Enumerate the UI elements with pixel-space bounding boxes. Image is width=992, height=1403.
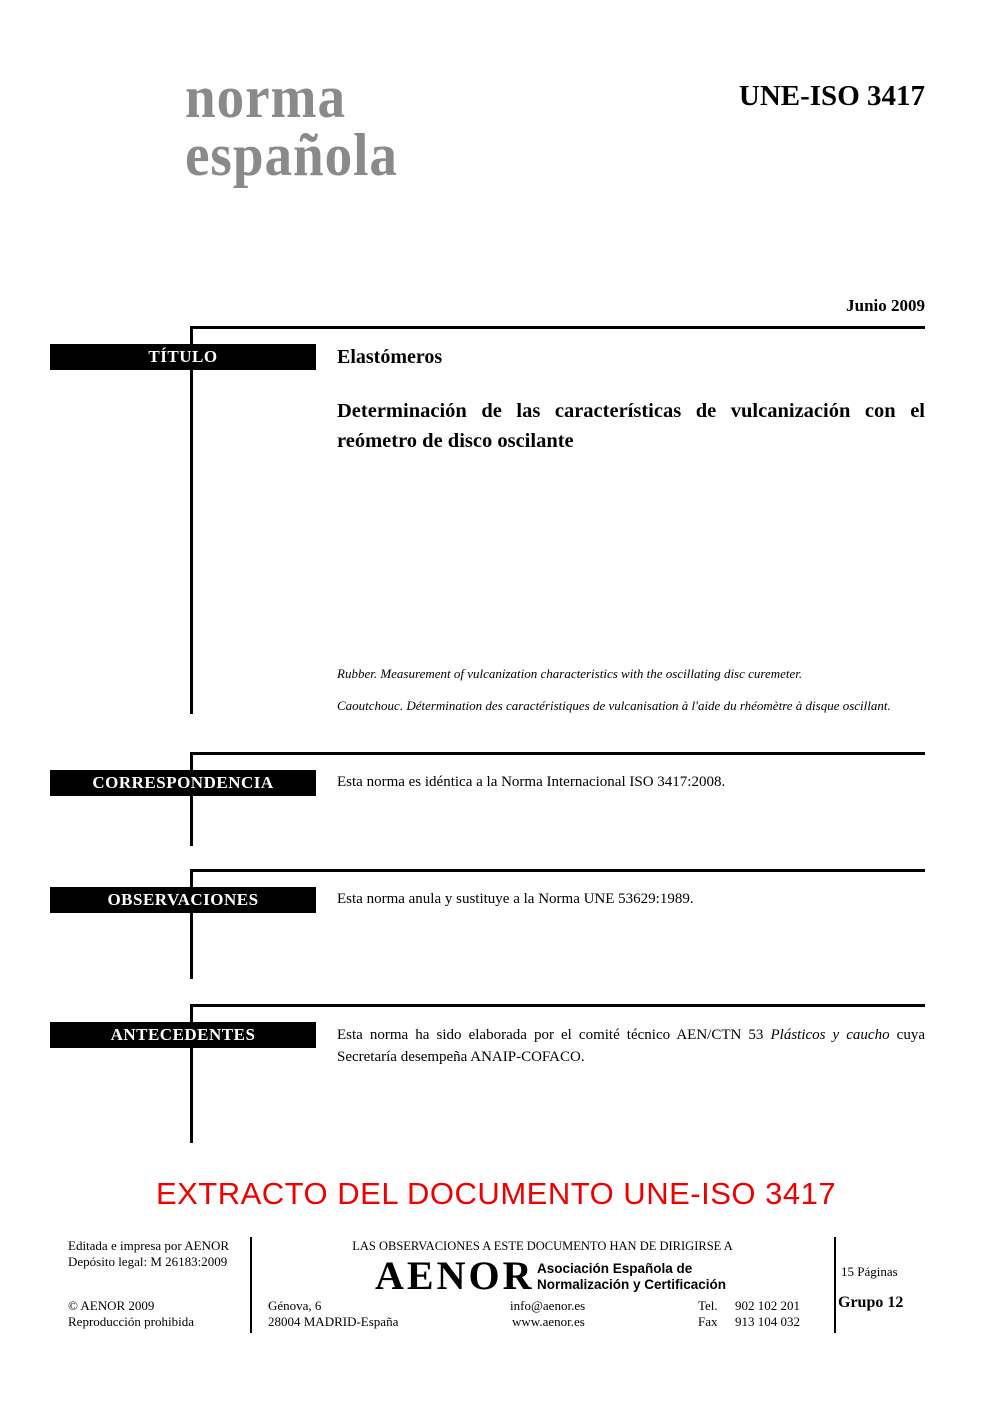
aenor-org-line2: Normalización y Certificación — [537, 1277, 727, 1292]
correspondencia-top-rule — [190, 752, 925, 755]
antecedentes-top-rule — [190, 1004, 925, 1007]
observaciones-top-rule — [190, 869, 925, 872]
footer-edited-by: Editada e impresa por AENOR — [68, 1238, 230, 1253]
title-french: Caoutchouc. Détermination des caractéristiques de vulcanisation à l'aide du rhéomètre à disque oscillant. — [337, 698, 891, 713]
extract-notice: EXTRACTO DEL DOCUMENTO UNE-ISO 3417 — [155, 1176, 837, 1211]
footer-divider-right — [834, 1237, 836, 1333]
footer-website: www.aenor.es — [512, 1314, 585, 1329]
footer-observations-notice: LAS OBSERVACIONES A ESTE DOCUMENTO HAN DE DIRIGIRSE A — [352, 1239, 733, 1253]
footer-email: info@aenor.es — [510, 1298, 586, 1313]
observaciones-left-rule — [190, 869, 193, 979]
antecedentes-text-before: Esta norma ha sido elaborada por el comité técnico AEN/CTN 53 — [337, 1027, 771, 1043]
aenor-org-name — [537, 1261, 726, 1293]
footer-divider-left — [250, 1237, 252, 1333]
footer-copyright: © AENOR 2009 — [68, 1298, 155, 1313]
document-code: UNE-ISO 3417 — [738, 80, 925, 112]
title-subject: Elastómeros — [337, 346, 443, 368]
titulo-label: TÍTULO — [50, 344, 316, 370]
footer-legal-deposit: Depósito legal: M 26183:2009 — [68, 1254, 228, 1269]
footer-address-line1: Génova, 6 — [268, 1298, 322, 1313]
brand-logo — [185, 64, 398, 188]
brand-line2: española — [185, 122, 398, 188]
antecedentes-text — [337, 1024, 925, 1068]
antecedentes-label: ANTECEDENTES — [50, 1022, 316, 1048]
correspondencia-left-rule — [190, 752, 193, 846]
title-english: Rubber. Measurement of vulcanization characteristics with the oscillating disc curemeter. — [337, 666, 803, 681]
aenor-logo: AENOR — [375, 1253, 535, 1298]
aenor-org-line1: Asociación Española de — [537, 1261, 693, 1276]
titulo-top-rule — [190, 326, 925, 329]
tel-value: 902 102 201 — [735, 1298, 800, 1313]
committee-name-italic: Plásticos y caucho — [770, 1027, 890, 1043]
correspondencia-text: Esta norma es idéntica a la Norma Internacional ISO 3417:2008. — [337, 774, 726, 790]
footer-telephone — [698, 1298, 800, 1314]
footer-group: Grupo 12 — [838, 1294, 904, 1311]
antecedentes-text-after: cuya Secretaría desempeña ANAIP-COFACO. — [337, 1027, 925, 1065]
title-main: Determinación de las características de vulcanización con el reómetro de disco oscilante — [337, 400, 925, 452]
fax-value: 913 104 032 — [735, 1314, 800, 1329]
observaciones-label: OBSERVACIONES — [50, 887, 316, 913]
observaciones-text: Esta norma anula y sustituye a la Norma UNE 53629:1989. — [337, 891, 694, 907]
footer-reproduction: Reproducción prohibida — [68, 1314, 194, 1329]
brand-line1: norma — [185, 64, 346, 130]
correspondencia-label: CORRESPONDENCIA — [50, 770, 316, 796]
footer-page-count: 15 Páginas — [841, 1264, 898, 1279]
footer-fax — [698, 1314, 800, 1330]
fax-label: Fax — [698, 1314, 718, 1329]
issue-date: Junio 2009 — [846, 296, 925, 315]
tel-label: Tel. — [698, 1298, 718, 1313]
titulo-left-rule — [190, 326, 193, 714]
footer-address-line2: 28004 MADRID-España — [268, 1314, 399, 1329]
